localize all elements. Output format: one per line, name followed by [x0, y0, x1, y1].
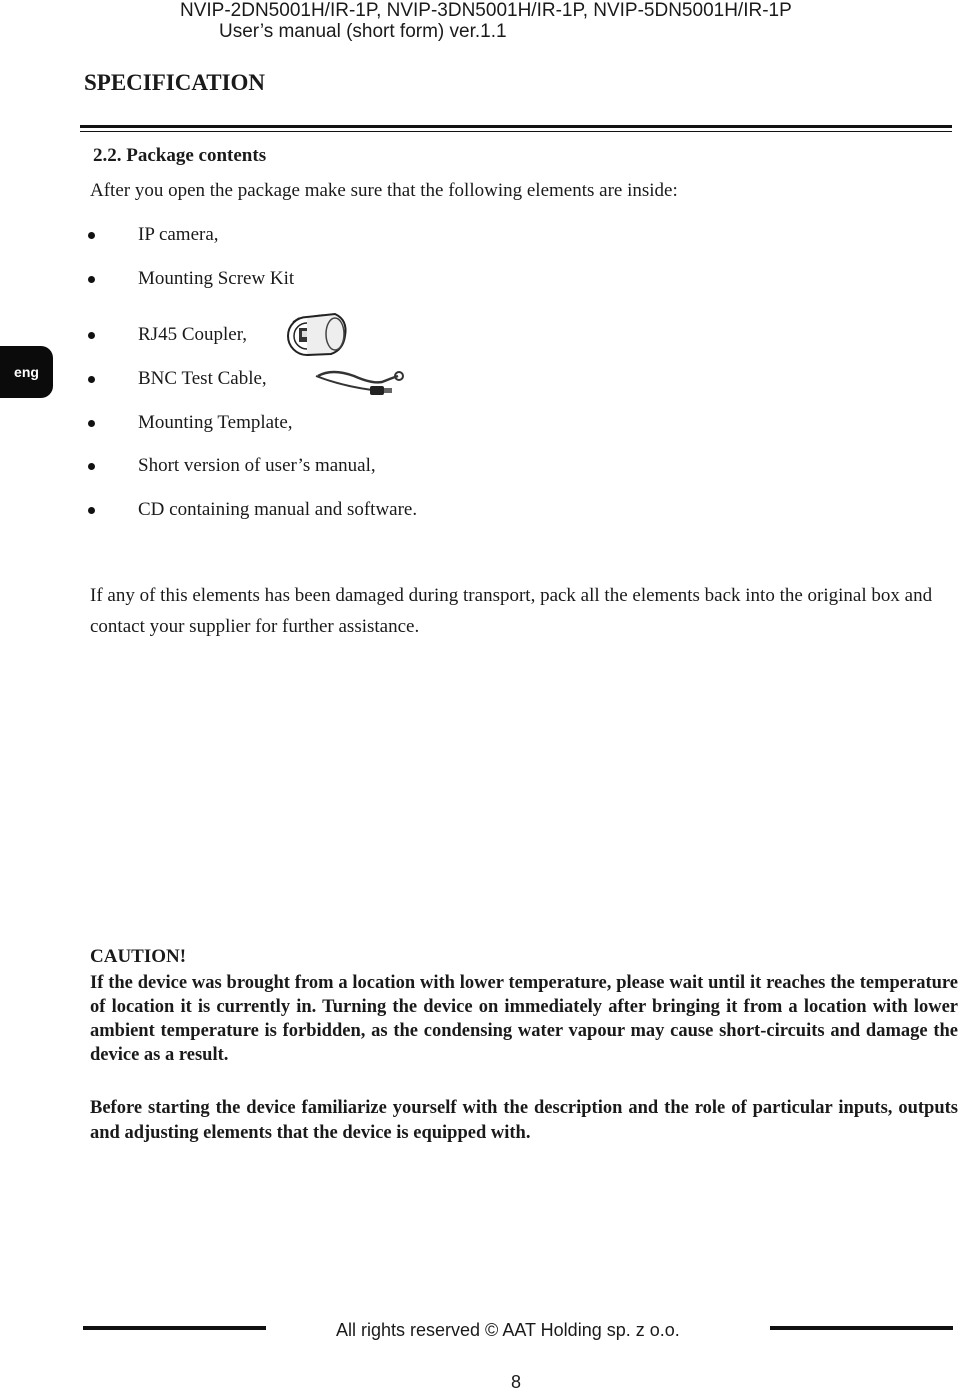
header-divider-thick [80, 125, 952, 128]
page-number: 8 [511, 1372, 522, 1392]
caution-text: If the device was brought from a location with lower temperature, please wait until it reaches the temperature of location it is currently in. Turning the device on immediately after bringing it from a location with lower ambient temperature is forbidden, as the condensing water vapour may cause short-circuits and damage the device as a result. [90, 973, 958, 1065]
caution-title: CAUTION! [90, 946, 187, 967]
header-model-list: NVIP-2DN5001H/IR-1P, NVIP-3DN5001H/IR-1P, NVIP-5DN5001H/IR-1P [180, 0, 792, 21]
list-item-label: CD containing manual and software. [138, 499, 418, 520]
list-item [88, 454, 376, 478]
list-item-label: BNC Test Cable, [138, 368, 267, 389]
list-item [88, 323, 248, 347]
bnc-test-cable-image [312, 366, 404, 402]
list-item-label: Short version of user’s manual, [138, 455, 376, 476]
bullet-icon [88, 232, 95, 239]
footer-bar-left [83, 1326, 266, 1330]
before-starting-note: Before starting the device familiarize yourself with the description and the role of particular inputs, outputs and adjusting elements that the device is equipped with. [90, 1098, 958, 1143]
language-tab [0, 346, 53, 398]
header-divider-thin [80, 131, 952, 132]
bullet-icon [88, 332, 95, 339]
language-tab-label: eng [14, 364, 39, 380]
bullet-icon [88, 276, 95, 283]
bullet-icon [88, 376, 95, 383]
list-item-label: RJ45 Coupler, [138, 324, 248, 345]
list-item [88, 367, 267, 391]
footer-rights: All rights reserved © AAT Holding sp. z o.o. [336, 1320, 680, 1340]
footer-bar-right [770, 1326, 953, 1330]
header-manual-version: User’s manual (short form) ver.1.1 [219, 21, 507, 42]
list-item-label: Mounting Template, [138, 412, 293, 433]
list-item [88, 267, 295, 291]
section-title: SPECIFICATION [84, 70, 266, 95]
list-item-label: IP camera, [138, 224, 219, 245]
damage-note: If any of this elements has been damaged during transport, pack all the elements back into the original box and contact your supplier for further assistance. [90, 585, 933, 637]
list-item [88, 223, 219, 247]
bullet-icon [88, 507, 95, 514]
bullet-icon [88, 463, 95, 470]
package-contents-heading: 2.2. Package contents [93, 145, 267, 166]
list-item-label: Mounting Screw Kit [138, 268, 295, 289]
bullet-icon [88, 420, 95, 427]
list-item [88, 498, 418, 522]
list-item [88, 411, 293, 435]
package-intro: After you open the package make sure that the following elements are inside: [90, 180, 678, 201]
rj45-coupler-image [285, 310, 353, 358]
